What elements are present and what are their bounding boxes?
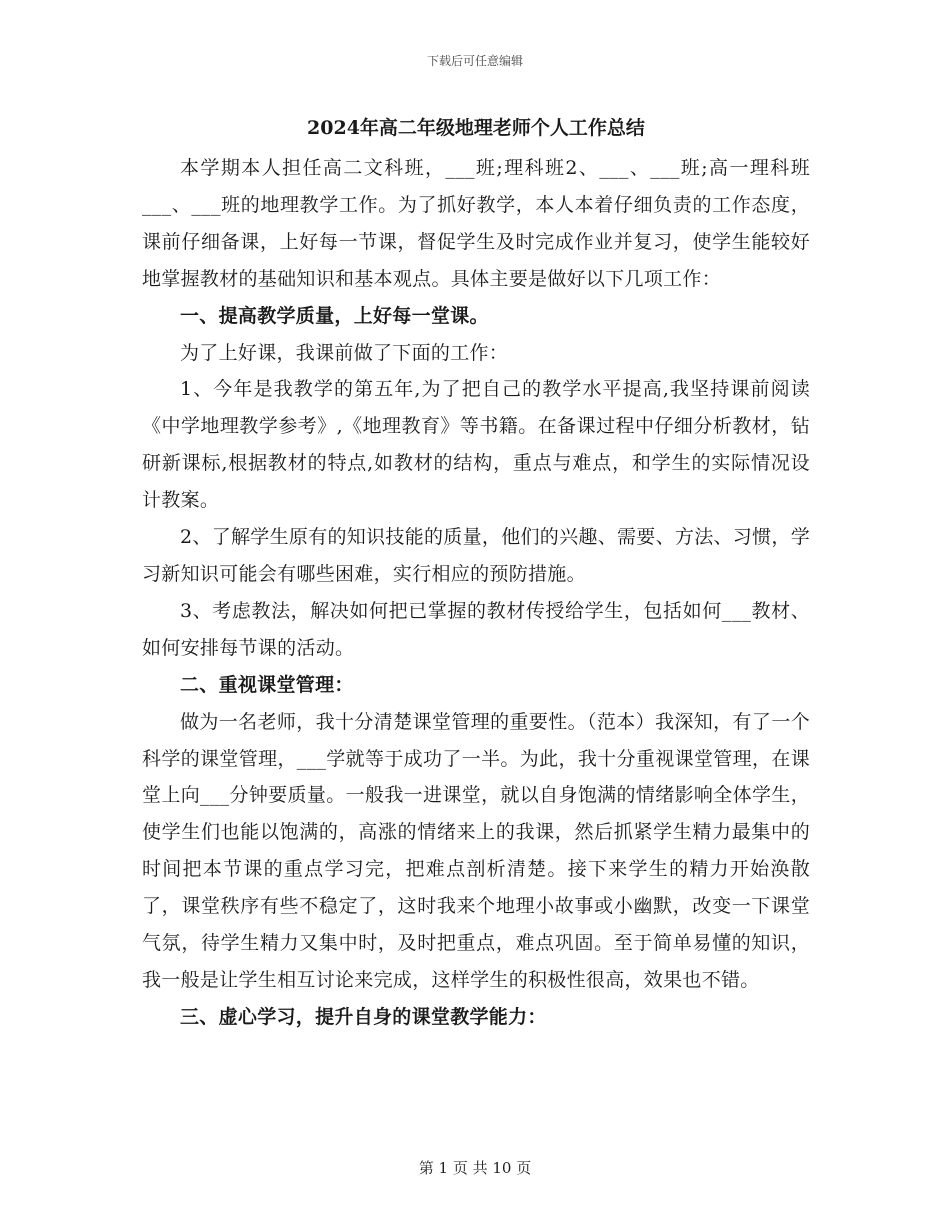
document-title: 2024年高二年级地理老师个人工作总结: [307, 117, 645, 139]
page-header-note: 下载后可任意编辑: [426, 54, 523, 68]
section-heading-1: 一、提高教学质量，上好每一堂课。: [180, 304, 489, 327]
body-paragraph: 做为一名老师，我十分清楚课堂管理的重要性。（范本）我深知，有了一个科学的课堂管理，___学就等于成功了一半。为此，我十分重视课堂管理，在课堂上向___分钟要质量。一般我一进课堂，就以自身饱满的情绪影响全体学生，使学生们也能以饱满的，高涨的情绪来上的我课，然后抓紧学生精力最集中的时间把本节课的重点学习完，把难点剖析清楚。接下来学生的精力开始涣散了，课堂秩序有些不稳定了，这时我来个地理小故事或小幽默，改变一下课堂气氛，待学生精力又集中时，及时把重点，难点巩固。至于简单易懂的知识，我一般是让学生相互讨论来完成，这样学生的积极性很高，效果也不错。: [142, 710, 810, 991]
section-heading-2: 二、重视课堂管理：: [180, 673, 354, 696]
body-paragraph: 1、今年是我教学的第五年,为了把自己的教学水平提高,我坚持课前阅读《中学地理教学参考》,《地理教育》等书籍。在备课过程中仔细分析教材，钻研新课标,根据教材的特点,如教材的结构，重点与难点，和学生的实际情况设计教案。: [142, 378, 810, 512]
section-heading-3: 三、虚心学习，提升自身的课堂教学能力：: [180, 1005, 547, 1028]
document-body: [142, 108, 810, 1036]
body-paragraph: 为了上好课，我课前做了下面的工作：: [180, 341, 509, 364]
intro-paragraph: 本学期本人担任高二文科班，___班;理科班2、___、___班;高一理科班___、___班的地理教学工作。为了抓好教学，本人本着仔细负责的工作态度，课前仔细备课，上好每一节课，督促学生及时完成作业并复习，使学生能较好地掌握教材的基础知识和基本观点。具体主要是做好以下几项工作：: [142, 157, 810, 290]
body-paragraph: 2、了解学生原有的知识技能的质量，他们的兴趣、需要、方法、习惯，学习新知识可能会有哪些困难，实行相应的预防措施。: [142, 526, 810, 585]
body-paragraph: 3、考虑教法，解决如何把已掌握的教材传授给学生，包括如何___教材、如何安排每节课的活动。: [142, 599, 810, 659]
page-number-footer: 第 1 页 共 10 页: [418, 1159, 532, 1177]
